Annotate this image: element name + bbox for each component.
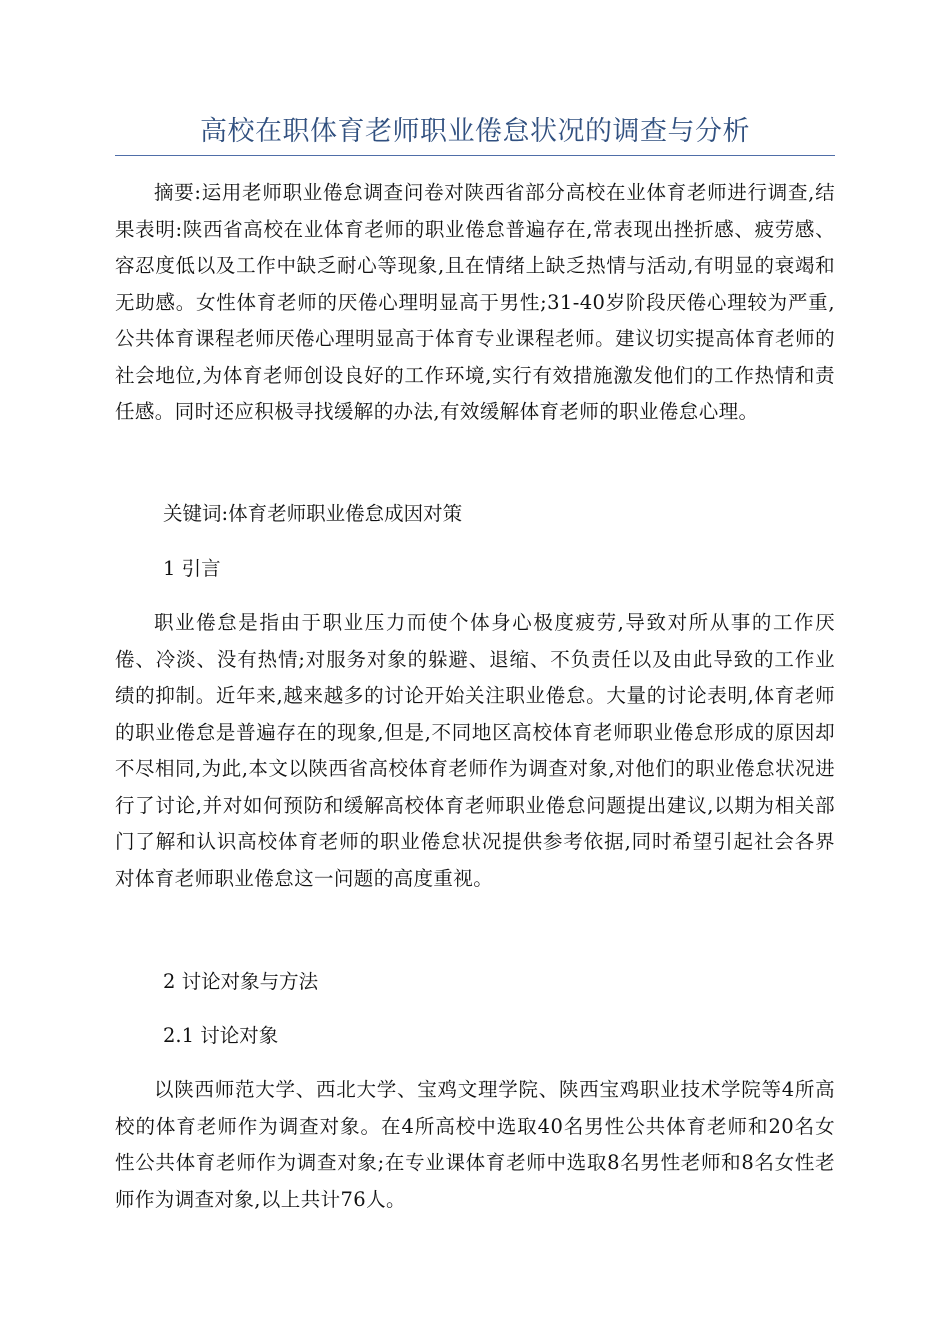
section-1-paragraph: 职业倦怠是指由于职业压力而使个体身心极度疲劳,导致对所从事的工作厌倦、冷淡、没有热情;对服务对象的躲避、退缩、不负责任以及由此导致的工作业绩的抑制。近年来,越来越多的讨论开始关注职业倦怠。大量的讨论表明,体育老师的职业倦怠是普遍存在的现象,但是,不同地区高校体育老师职业倦怠形成的原因却不尽相同,为此,本文以陕西省高校体育老师作为调查对象,对他们的职业倦怠状况进行了讨论,并对如何预防和缓解高校体育老师职业倦怠问题提出建议,以期为相关部门了解和认识高校体育老师的职业倦怠状况提供参考依据,同时希望引起社会各界对体育老师职业倦怠这一问题的高度重视。 xyxy=(115,611,835,890)
document-title: 高校在职体育老师职业倦怠状况的调查与分析 xyxy=(200,116,750,147)
abstract-paragraph: 摘要:运用老师职业倦怠调查问卷对陕西省部分高校在业体育老师进行调查,结果表明:陕西省高校在业体育老师的职业倦怠普遍存在,常表现出挫折感、疲劳感、容忍度低以及工作中缺乏耐心等现象,且在情绪上缺乏热情与活动,有明显的衰竭和无助感。女性体育老师的厌倦心理明显高于男性;31-40岁阶段厌倦心理较为严重,公共体育课程老师厌倦心理明显高于体育专业课程老师。建议切实提高体育老师的社会地位,为体育老师创设良好的工作环境,实行有效措施激发他们的工作热情和责任感。同时还应积极寻找缓解的办法,有效缓解体育老师的职业倦怠心理。 xyxy=(115,181,835,423)
section-1-heading: 1 引言 xyxy=(163,557,221,580)
keywords-line: 关键词:体育老师职业倦怠成因对策 xyxy=(163,502,463,525)
section-2-1-heading: 2.1 讨论对象 xyxy=(163,1024,279,1047)
title-underline xyxy=(115,155,835,156)
section-2-heading: 2 讨论对象与方法 xyxy=(163,970,319,993)
section-2-1-paragraph: 以陕西师范大学、西北大学、宝鸡文理学院、陕西宝鸡职业技术学院等4所高校的体育老师作为调查对象。在4所高校中选取40名男性公共体育老师和20名女性公共体育老师作为调查对象;在专业课体育老师中选取8名男性老师和8名女性老师作为调查对象,以上共计76人。 xyxy=(115,1078,835,1211)
